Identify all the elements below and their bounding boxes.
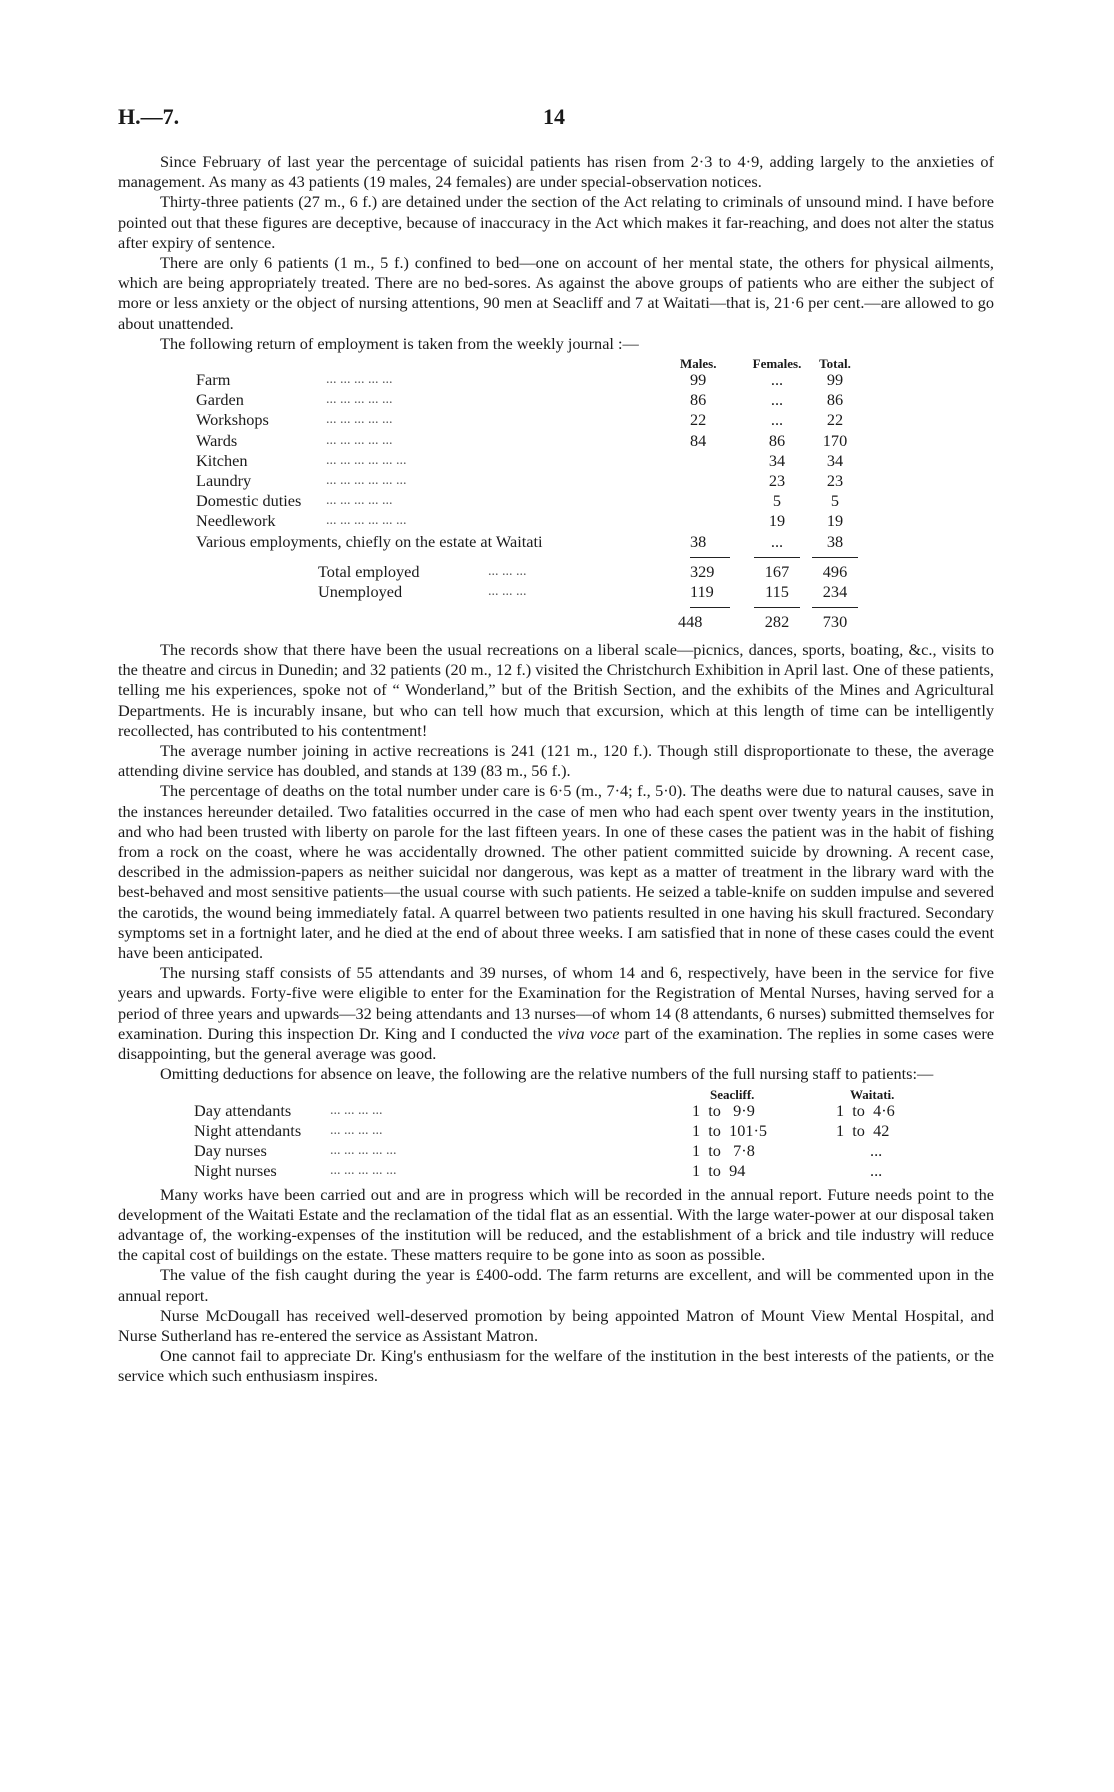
paragraph: There are only 6 patients (1 m., 5 f.) confined to bed—one on account of her mental state, the others for physical ailments, which are being appropriately treated. There are no bed-sores. As against the above groups of patients who are either the subject of more or less anxiety or the object of nursing attentions, 90 men at Seacliff and 7 at Waitati—that is, 21·6 per cent.—are allowed to go about unattended. [118,253,994,333]
paragraph: Thirty-three patients (27 m., 6 f.) are detained under the section of the Act relating to criminals of unsound mind. I have before pointed out that these figures are deceptive, because of inaccuracy in the Act which makes it far-reaching, and does not alter the status after expiry of sentence. [118,192,994,252]
cell-females: ... [770,410,784,430]
row-label: Domestic duties [196,491,302,511]
paragraph: Since February of last year the percentage of suicidal patients has risen from 2·3 to 4·9, adding largely to the anxieties of management. As many as 43 patients (19 males, 24 females) are under special-observation notices. [118,152,994,192]
column-rule [690,557,730,558]
column-rule [812,557,858,558]
row-label: Night nurses [194,1161,277,1181]
cell-males: 119 [690,581,714,601]
paragraph: One cannot fail to appreciate Dr. King's enthusiasm for the welfare of the institution in the best interests of the patients, or the service which such enthusiasm inspires. [118,1346,994,1386]
row-label: Workshops [196,410,269,430]
leader-dots: ... ... ... ... ... [326,493,393,509]
row-label: Night attendants [194,1120,302,1140]
leader-dots: ... ... ... ... ... [326,392,393,408]
staff-ratio-table [118,1085,994,1185]
leader-dots: ... ... ... [488,563,527,579]
column-rule [690,607,730,608]
cell-males: 22 [690,410,707,430]
paragraph: The average number joining in active recreations is 241 (121 m., 120 f.). Though still disproportionate to these, the average attending divine service has doubled, and stands at 139 (83 m., 56 f.). [118,741,994,781]
cell-total: 99 [826,370,844,390]
table-row [118,370,994,390]
cell-females: 5 [772,491,782,511]
row-label: Wards [196,430,238,450]
cell-total: 730 [822,612,848,632]
column-rule [754,557,800,558]
table-row [118,532,994,552]
cell-males: 86 [690,390,707,410]
report-reference: H.—7. [118,104,180,129]
paragraph: The value of the fish caught during the year is £400-odd. The farm returns are excellent, and will be commented upon in the annual report. [118,1265,994,1305]
paragraph-italic-text: viva voce [557,1023,620,1043]
cell-total: 86 [826,390,844,410]
cell-total: 34 [826,450,844,470]
leader-dots: ... ... ... ... ... [326,372,393,388]
column-rule [812,607,858,608]
leader-dots: ... ... ... ... ... [330,1163,397,1179]
column-header-seacliff: Seacliff. [710,1086,755,1102]
paragraph: The percentage of deaths on the total number under care is 6·5 (m., 7·4; f., 5·0). The deaths were due to natural causes, save in the instances hereunder detailed. Two fatalities occurred in the case of men who had each spent over twenty years in the institution, and who had been trusted with liberty on parole for the last fifteen years. In one of these cases the patient was in the habit of fishing from a rock on the coast, where he was accidentally drowned. The other patient committed suicide by drowning. A recent case, described in the admission-papers as neither suicidal nor dangerous, was kept as a matter of treatment in the library ward with the best-behaved and most sensitive patients—the usual course with such patients. He seized a table-knife on sudden impulse and severed the carotids, the wound being immediately fatal. A quarrel between two patients resulted in one having his skull fractured. Secondary symptoms set in a fortnight later, and he died at the end of about three weeks. I am satisfied that in none of these cases could the event have been anticipated. [118,781,994,963]
employment-table [118,354,994,640]
cell-waitati: 1 to 4·6 [836,1100,895,1120]
row-label: Various employments, chiefly on the estate at Waitati [196,531,543,551]
table-row [118,1101,994,1121]
table-row [118,471,994,491]
table-row [118,1121,994,1141]
table-header-row [118,1085,994,1101]
cell-females: ... [770,370,784,390]
table-row [118,511,994,531]
cell-total: 23 [826,470,844,490]
rule-row [118,552,994,562]
cell-females: 282 [764,612,790,632]
paragraph: The following return of employment is taken from the weekly journal :— [160,333,639,353]
cell-seacliff: 1 to 101·5 [692,1120,768,1140]
paragraph: Nurse McDougall has received well-deserved promotion by being appointed Matron of Mount View Mental Hospital, and Nurse Sutherland has re-entered the service as Assistant Matron. [118,1305,994,1345]
cell-males: 38 [690,531,707,551]
table-row-grand-total [118,612,994,632]
leader-dots: ... ... ... ... ... [326,432,393,448]
paragraph: The records show that there have been the usual recreations on a liberal scale—picnics, dances, sports, boating, &c., visits to the theatre and circus in Dunedin; and 32 patients (20 m., 12 f.) visited the Christchurch Exhibition in April last. One of these patients, telling me his experiences, spoke not of “ Wonderland,” but of the British Section, and the exhibits of the Mines and Agricultural Departments. He is incurably insane, but who can tell how much that excursion, which at this length of time can be intelligently recollected, has contributed to his contentment! [118,640,994,740]
column-header-waitati: Waitati. [850,1086,895,1102]
cell-seacliff: 1 to 9·9 [692,1100,755,1120]
cell-total: 22 [826,410,844,430]
row-label: Garden [196,390,244,410]
page-header [118,104,998,134]
cell-seacliff: 1 to 94 [692,1161,746,1181]
rule-row [118,602,994,612]
cell-seacliff: 1 to 7·8 [692,1140,755,1160]
cell-waitati: ... [870,1161,883,1181]
cell-males: 99 [690,370,707,390]
row-label: Farm [196,370,231,390]
table-row-total [118,582,994,602]
cell-males: 84 [690,430,707,450]
row-label: Day attendants [194,1100,292,1120]
page-number: 14 [543,104,565,129]
cell-females: 86 [768,430,786,450]
cell-total: 170 [822,430,848,450]
cell-total: 38 [826,531,844,551]
leader-dots: ... ... ... ... [330,1102,383,1118]
cell-females: 34 [768,450,786,470]
row-label: Kitchen [196,450,248,470]
cell-females: ... [770,390,784,410]
row-label: Laundry [196,470,252,490]
cell-females: 167 [764,561,790,581]
page-body [118,152,994,1387]
row-label: Unemployed [318,581,403,601]
cell-females: 23 [768,470,786,490]
table-row [118,451,994,471]
paragraph: Omitting deductions for absence on leave, the following are the relative numbers of the full nursing staff to patients:— [160,1064,934,1084]
cell-total: 496 [822,561,848,581]
paragraph [118,963,994,1064]
leader-dots: ... ... ... ... ... ... [326,452,407,468]
cell-females: ... [770,531,784,551]
paragraph: Many works have been carried out and are in progress which will be recorded in the annual report. Future needs point to the development of the Waitati Estate and the reclamation of the tidal flat as an essential. With the large water-power at our disposal taken advantage of, the working-expenses of the institution will be reduced, and the establishment of a brick and tile industry will reduce the capital cost of buildings on the estate. These matters require to be gone into as soon as possible. [118,1184,994,1265]
cell-waitati: 1 to 42 [836,1120,890,1140]
row-label: Day nurses [194,1140,267,1160]
leader-dots: ... ... ... ... ... [326,412,393,428]
column-header-females: Females. [752,356,802,372]
column-header-males: Males. [680,356,717,372]
cell-total: 234 [822,581,848,601]
leader-dots: ... ... ... ... [330,1122,383,1138]
table-row [118,1161,994,1181]
table-row [118,390,994,410]
table-row [118,491,994,511]
leader-dots: ... ... ... ... ... ... [326,472,407,488]
column-rule [754,607,800,608]
paragraph-text: The nursing staff consists of 55 attendants and 39 nurses, of whom 14 and 6, respectively, have been in the service for five years and upwards. Forty-five were eligible to enter for the Examination for the Registration of Mental Nurses, having served for a period of three years and upwards—32 being attendants and 13 nurses—of whom 14 (8 attendants, 6 nurses) submitted themselves for examination. During this inspection Dr. King and I conducted the [118,963,994,1043]
cell-waitati: ... [870,1140,883,1160]
leader-dots: ... ... ... [488,583,527,599]
table-header-row [118,354,994,370]
cell-males: 448 [678,612,703,632]
table-row [118,1141,994,1161]
table-row [118,431,994,451]
paragraph-text: part of the examination. The replies in some cases were disappointing, but the general average was good. [118,1023,994,1064]
cell-females: 115 [765,581,789,601]
row-label: Total employed [318,561,420,581]
cell-males: 329 [690,561,715,581]
column-header-total: Total. [819,356,851,372]
table-row-total [118,562,994,582]
table-row [118,410,994,430]
leader-dots: ... ... ... ... ... [330,1142,397,1158]
cell-total: 5 [830,491,840,511]
leader-dots: ... ... ... ... ... ... [326,513,407,529]
cell-total: 19 [826,511,844,531]
row-label: Needlework [196,511,276,531]
cell-females: 19 [768,511,786,531]
